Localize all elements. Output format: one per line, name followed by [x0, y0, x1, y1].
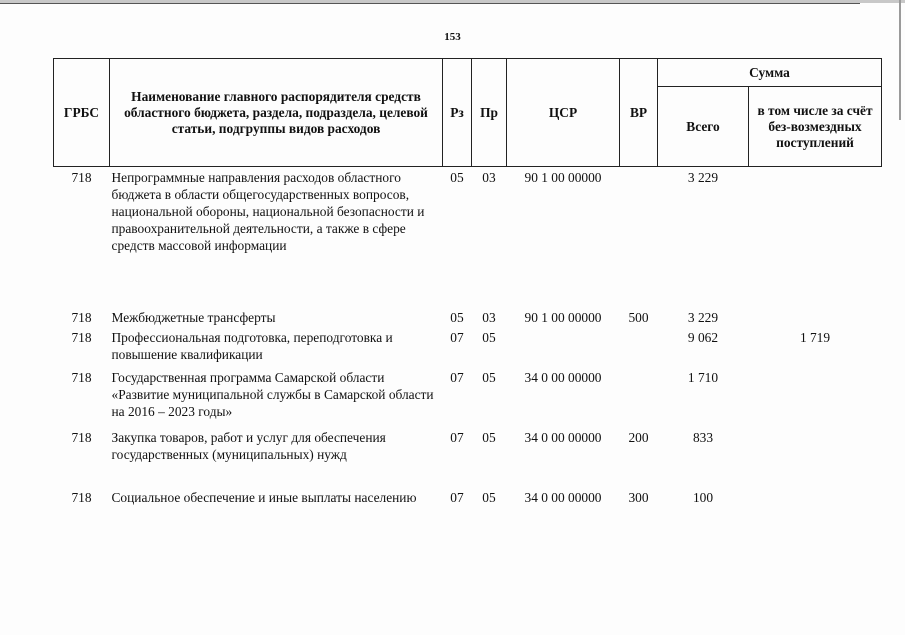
cell-free [749, 429, 882, 489]
right-scan-edge [899, 0, 901, 120]
cell-grbs: 718 [71, 330, 92, 345]
cell-name: Социальное обеспечение и иные выплаты населению [111, 490, 417, 505]
cell-name: Государственная программа Самарской области «Развитие муниципальной службы в Самарской области на 2016 – 2023 годы» [111, 370, 434, 419]
cell-total: 1 710 [687, 370, 719, 385]
cell-vr [620, 329, 658, 369]
cell-free [749, 167, 882, 310]
cell-grbs: 718 [71, 370, 92, 385]
cell-vr: 200 [628, 430, 649, 445]
table-row [54, 489, 882, 529]
cell-pr: 05 [482, 430, 496, 445]
cell-pr: 05 [482, 490, 496, 505]
page-number: 153 [444, 31, 461, 43]
header-grbs: ГРБС [54, 59, 110, 167]
cell-name: Закупка товаров, работ и услуг для обеспечения государственных (муниципальных) нужд [111, 430, 386, 462]
cell-free [749, 369, 882, 429]
cell-grbs: 718 [71, 310, 92, 325]
cell-free: 1 719 [799, 330, 831, 345]
cell-rz: 07 [450, 370, 464, 385]
cell-csr: 90 1 00 00000 [524, 310, 602, 325]
cell-total: 9 062 [687, 330, 719, 345]
cell-total: 3 229 [687, 170, 719, 185]
header-csr: ЦСР [507, 59, 620, 167]
cell-pr: 03 [482, 170, 496, 185]
header-sum: Сумма [658, 59, 882, 87]
cell-grbs: 718 [71, 490, 92, 505]
cell-total: 833 [692, 430, 714, 445]
header-pr: Пр [472, 59, 507, 167]
header-rz: Рз [443, 59, 472, 167]
cell-grbs: 718 [71, 170, 92, 185]
cell-rz: 05 [450, 310, 464, 325]
cell-rz: 07 [450, 330, 464, 345]
cell-pr: 05 [482, 370, 496, 385]
cell-total: 3 229 [687, 310, 719, 325]
cell-name: Непрограммные направления расходов областного бюджета в области общегосударственных вопросов, национальной обороны, национальной безопасности и правоохранительной деятельности, а также в сфере средств массовой информации [111, 170, 425, 253]
cell-csr: 34 0 00 00000 [524, 430, 602, 445]
header-vr: ВР [620, 59, 658, 167]
top-rule-line [0, 3, 860, 4]
cell-rz: 05 [450, 170, 464, 185]
table-row [54, 369, 882, 429]
cell-csr [507, 329, 620, 369]
cell-vr: 500 [628, 310, 649, 325]
table-row [54, 167, 882, 310]
budget-table [53, 58, 882, 529]
cell-rz: 07 [450, 430, 464, 445]
cell-name: Межбюджетные трансферты [111, 310, 276, 325]
cell-vr [620, 369, 658, 429]
cell-name: Профессиональная подготовка, переподготовка и повышение квалификации [111, 330, 393, 362]
cell-rz: 07 [450, 490, 464, 505]
table-row [54, 429, 882, 489]
cell-vr: 300 [628, 490, 649, 505]
cell-pr: 03 [482, 310, 496, 325]
header-free: в том числе за счёт без-возмездных поступлений [749, 87, 882, 167]
header-name: Наименование главного распорядителя средств областного бюджета, раздела, подраздела, целевой статьи, подгруппы видов расходов [110, 59, 443, 167]
table-row [54, 309, 882, 329]
cell-free [749, 309, 882, 329]
table-row [54, 329, 882, 369]
cell-vr [620, 167, 658, 310]
table-header [54, 59, 882, 167]
cell-total: 100 [692, 490, 714, 505]
cell-free [749, 489, 882, 529]
cell-csr: 34 0 00 00000 [524, 370, 602, 385]
cell-grbs: 718 [71, 430, 92, 445]
table-body [54, 167, 882, 530]
header-total: Всего [658, 87, 749, 167]
cell-pr: 05 [482, 330, 496, 345]
cell-csr: 90 1 00 00000 [524, 170, 602, 185]
cell-csr: 34 0 00 00000 [524, 490, 602, 505]
